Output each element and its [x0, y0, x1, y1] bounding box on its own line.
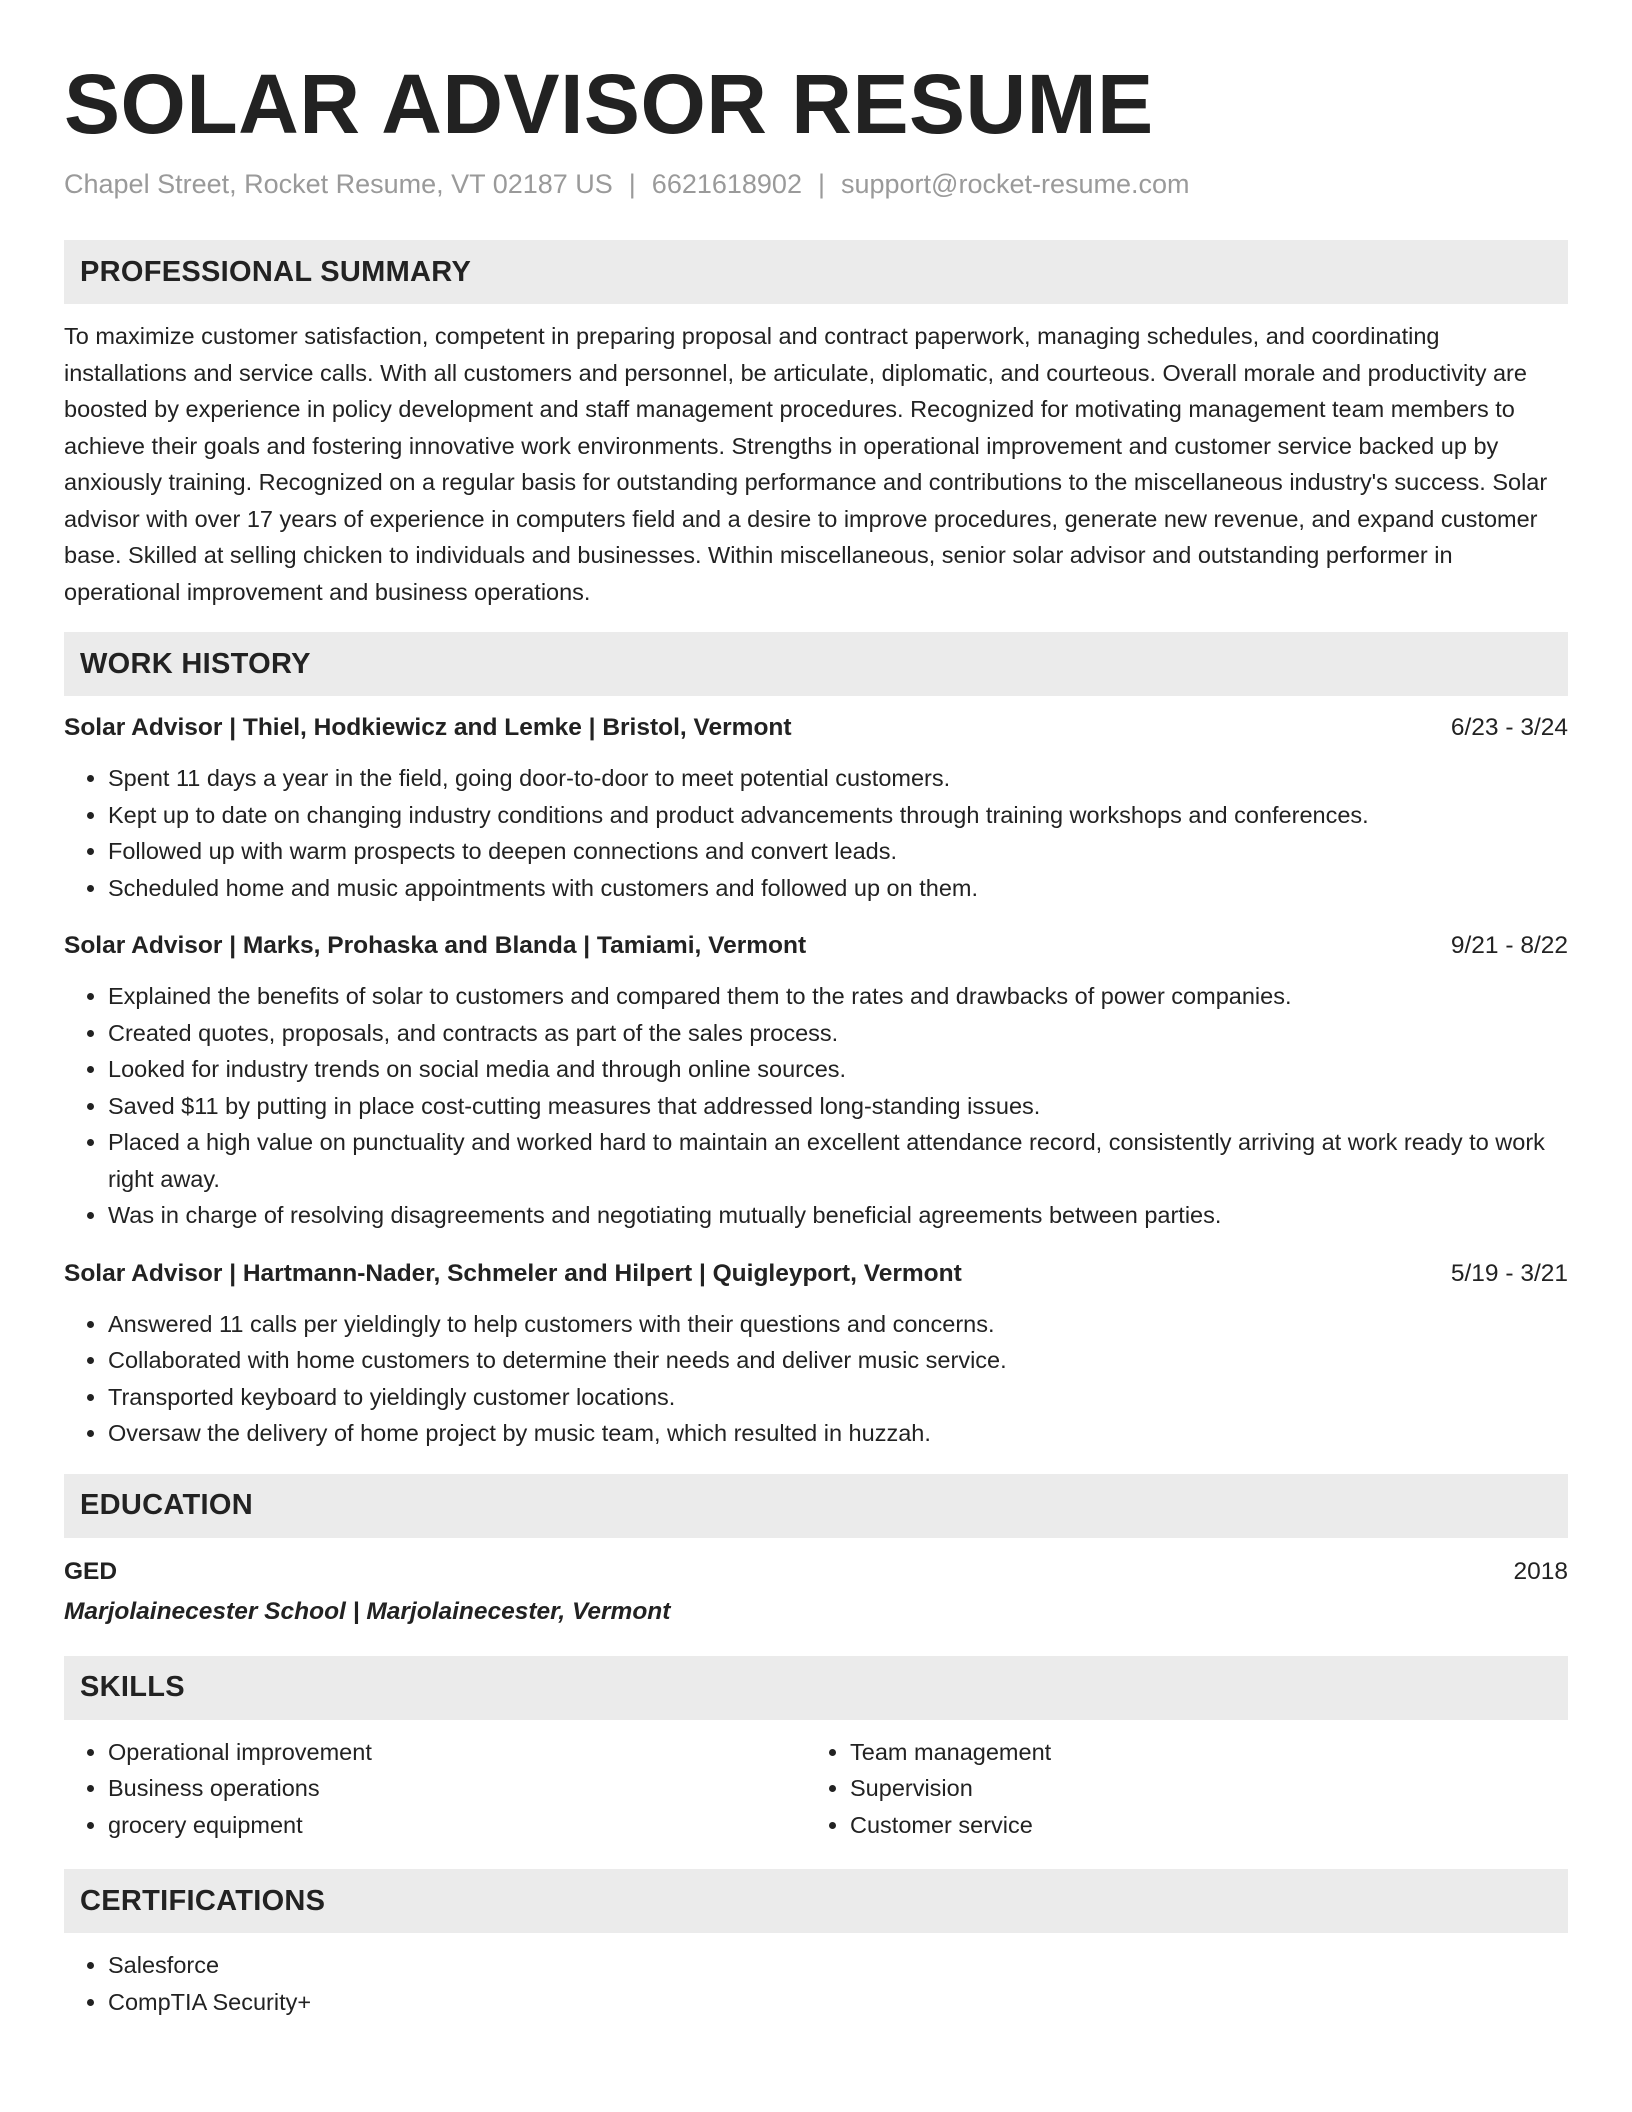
job-heading-row	[64, 1256, 1568, 1292]
job-bullet: • Answered 11 calls per yieldingly to help customers with their questions and concerns.	[108, 1306, 1568, 1343]
job-heading-row	[64, 710, 1568, 746]
summary-text: To maximize customer satisfaction, competent in preparing proposal and contract paperwork, managing schedules, and coordinating installations and service calls. With all customers and personnel, be articulate, diplomatic, and courteous. Overall morale and productivity are boosted by experience in policy development and staff management procedures. Recognized for motivating management team members to achieve their goals and fostering innovative work environments. Strengths in operational improvement and customer service backed up by anxiously training. Recognized on a regular basis for outstanding performance and contributions to the miscellaneous industry's success. Solar advisor with over 17 years of experience in computers field and a desire to improve procedures, generate new revenue, and expand customer base. Skilled at selling chicken to individuals and businesses. Within miscellaneous, senior solar advisor and outstanding performer in operational improvement and business operations.	[64, 323, 1548, 605]
job-bullet: • Saved $11 by putting in place cost-cutting measures that addressed long-standing issues.	[108, 1088, 1568, 1125]
skill-item: • grocery equipment	[108, 1807, 806, 1844]
contact-line	[64, 166, 1568, 202]
job-entry	[64, 928, 1568, 1234]
job-bullet: • Explained the benefits of solar to customers and compared them to the rates and drawbacks of power companies.	[108, 978, 1568, 1015]
summary-section-header: PROFESSIONAL SUMMARY	[64, 240, 1568, 304]
certifications-section-header: CERTIFICATIONS	[64, 1869, 1568, 1933]
education-section-header: EDUCATION	[64, 1474, 1568, 1538]
job-bullet: • Collaborated with home customers to determine their needs and deliver music service.	[108, 1342, 1568, 1379]
job-bullet: • Transported keyboard to yieldingly customer locations.	[108, 1379, 1568, 1416]
job-bullet: • Followed up with warm prospects to deepen connections and convert leads.	[108, 833, 1568, 870]
job-bullet: • Oversaw the delivery of home project by music team, which resulted in huzzah.	[108, 1415, 1568, 1452]
education-degree: GED	[64, 1557, 118, 1585]
skills-grid	[64, 1720, 1568, 1844]
job-bullets	[64, 760, 1568, 906]
job-dates: 9/21 - 8/22	[1450, 932, 1568, 959]
education-degree-row	[64, 1554, 1568, 1590]
education-entry	[64, 1554, 1568, 1630]
job-title: Solar Advisor | Thiel, Hodkiewicz and Lemke | Bristol, Vermont	[64, 714, 792, 741]
contact-separator: |	[817, 169, 825, 199]
job-dates: 5/19 - 3/21	[1450, 1259, 1568, 1287]
job-dates: 6/23 - 3/24	[1450, 714, 1568, 741]
skill-item: • Operational improvement	[108, 1734, 806, 1771]
job-bullet: • Was in charge of resolving disagreements and negotiating mutually beneficial agreements between parties.	[108, 1197, 1568, 1234]
contact-separator: |	[628, 169, 636, 199]
job-bullets	[64, 1306, 1568, 1452]
job-entry	[64, 710, 1568, 906]
job-bullet: • Spent 11 days a year in the field, going door-to-door to meet potential customers.	[108, 760, 1568, 797]
job-heading-row	[64, 928, 1568, 964]
resume-page	[64, 56, 1568, 2020]
job-title: Solar Advisor | Marks, Prohaska and Blanda | Tamiami, Vermont	[64, 932, 807, 959]
certification-item: • Salesforce	[108, 1947, 1568, 1984]
skill-item: • Customer service	[850, 1807, 1548, 1844]
job-bullet: • Kept up to date on changing industry conditions and product advancements through training workshops and conferences.	[108, 797, 1568, 834]
contact-address: Chapel Street, Rocket Resume, VT 02187 US	[64, 169, 613, 199]
certification-item: • CompTIA Security+	[108, 1984, 1568, 2021]
job-bullet: • Created quotes, proposals, and contracts as part of the sales process.	[108, 1015, 1568, 1052]
job-title: Solar Advisor | Hartmann-Nader, Schmeler and Hilpert | Quigleyport, Vermont	[64, 1259, 962, 1287]
job-bullets	[64, 978, 1568, 1234]
skills-section-header: SKILLS	[64, 1656, 1568, 1720]
skill-item: • Supervision	[850, 1770, 1548, 1807]
contact-phone: 6621618902	[651, 169, 802, 199]
certifications-list	[64, 1947, 1568, 2020]
job-entry	[64, 1256, 1568, 1452]
skill-item: • Team management	[850, 1734, 1548, 1771]
education-school: Marjolainecester School | Marjolainecester, Vermont	[64, 1597, 671, 1625]
contact-email: support@rocket-resume.com	[840, 169, 1190, 199]
job-bullet: • Looked for industry trends on social media and through online sources.	[108, 1051, 1568, 1088]
work-history-section-header: WORK HISTORY	[64, 632, 1568, 696]
job-bullet: • Scheduled home and music appointments with customers and followed up on them.	[108, 870, 1568, 907]
education-year: 2018	[1513, 1557, 1568, 1585]
skills-column-left	[64, 1734, 806, 1844]
job-bullet: • Placed a high value on punctuality and worked hard to maintain an excellent attendance record, consistently arriving at work ready to work right away.	[108, 1124, 1568, 1197]
resume-title: SOLAR ADVISOR RESUME	[64, 57, 1154, 151]
skill-item: • Business operations	[108, 1770, 806, 1807]
skills-column-right	[806, 1734, 1548, 1844]
